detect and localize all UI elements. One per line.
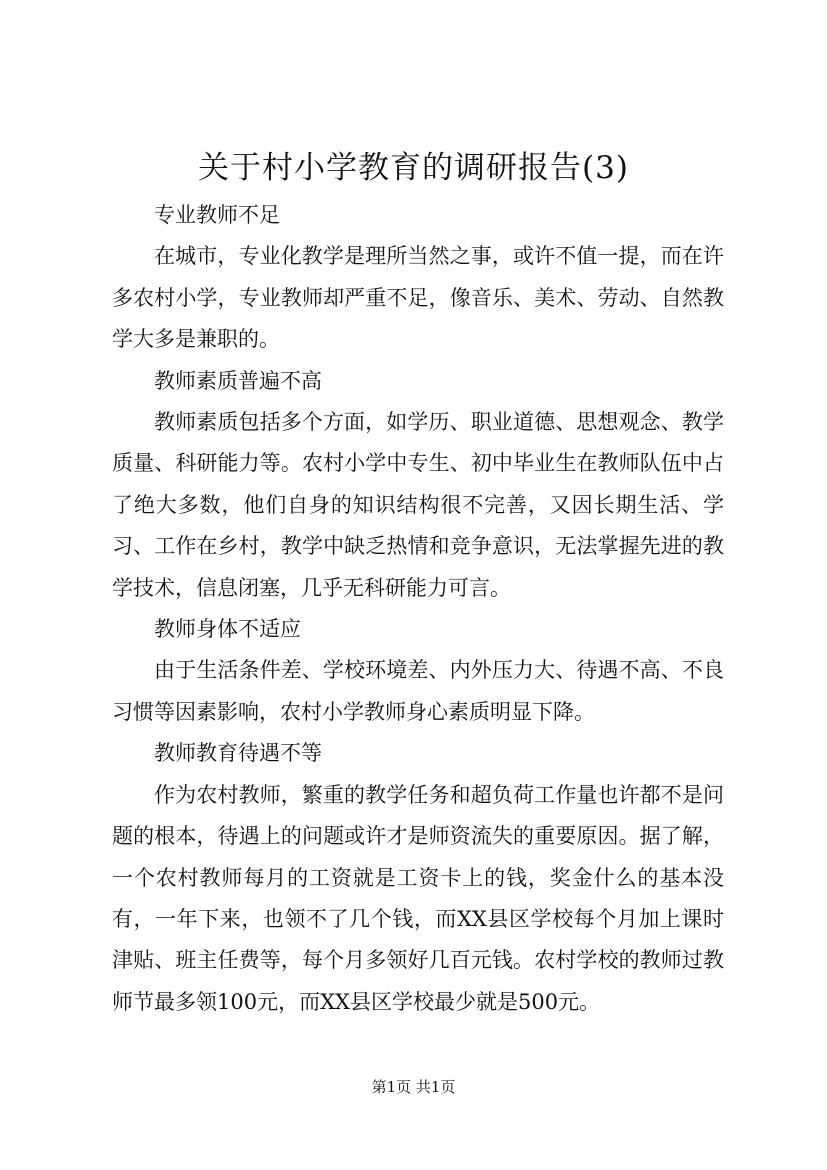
heading-teacher-quality: 教师素质普遍不高 — [154, 368, 322, 393]
paragraph-teacher-health: 由于生活条件差、学校环境差、内外压力大、待遇不高、不良习惯等因素影响，农村小学教师身心素质明显下降。 — [112, 658, 724, 724]
heading-teacher-health: 教师身体不适应 — [154, 617, 301, 642]
paragraph-teacher-quality: 教师素质包括多个方面，如学历、职业道德、思想观念、教学质量、科研能力等。农村小学中专生、初中毕业生在教师队伍中占了绝大多数，他们自身的知识结构很不完善，又因长期生活、学习、工作在乡村，教学中缺乏热情和竞争意识，无法掌握先进的教学技术，信息闭塞，几乎无科研能力可言。 — [112, 410, 724, 600]
heading-professional-teachers: 专业教师不足 — [154, 203, 280, 227]
heading-teacher-treatment: 教师教育待遇不等 — [154, 741, 322, 766]
page-footer: 第1页 共1页 — [371, 1078, 456, 1096]
paragraph-teacher-treatment: 作为农村教师，繁重的教学任务和超负荷工作量也许都不是问题的根本，待遇上的问题或许才是师资流失的重要原因。据了解，一个农村教师每月的工资就是工资卡上的钱，奖金什么的基本没有，一年下来，也领不了几个钱，而XX县区学校每个月加上课时津贴、班主任费等，每个月多领好几百元钱。农村学校的教师过教师节最多领100元，而XX县区学校最少就是500元。 — [112, 782, 724, 1014]
paragraph-professional-teachers: 在城市，专业化教学是理所当然之事，或许不值一提，而在许多农村小学，专业教师却严重不足，像音乐、美术、劳动、自然教学大多是兼职的。 — [112, 244, 724, 352]
document-body — [112, 195, 724, 1023]
document-title: 关于村小学教育的调研报告(3) — [198, 150, 629, 186]
